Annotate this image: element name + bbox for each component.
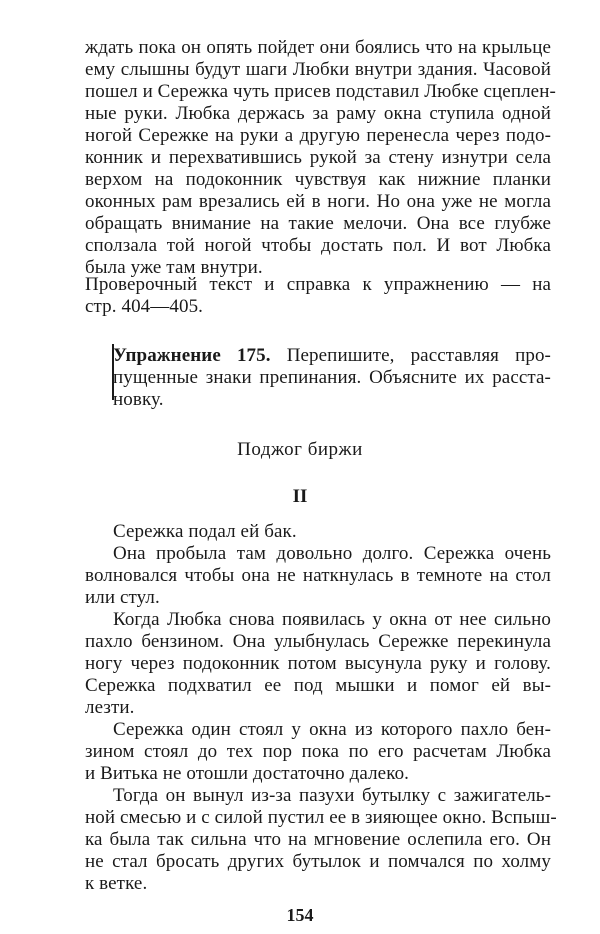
text-line: Проверочный текст и справка к упражнению — на	[85, 274, 551, 295]
text-line: не стал бросать других бутылок и помчался по холму	[85, 851, 551, 872]
text-line: пошел и Сережка чуть присев подставил Любке сцеплен-	[85, 81, 556, 102]
text-line: Когда Любка снова появилась у окна от нее сильно	[113, 609, 551, 630]
text-line: новку.	[113, 389, 164, 410]
text-line: пахло бензином. Она улыбнулась Сережке перекинула	[85, 631, 551, 652]
text-line: верхом на подоконник чувствуя как нижние планки	[85, 169, 551, 190]
text-line: ка была так сильна что на мгновение ослепила его. Он	[85, 829, 551, 850]
text-line: Сережка один стоял у окна из которого пахло бен-	[113, 719, 551, 740]
text-line: ждать пока он опять пойдет они боялись что на крыльце	[85, 37, 551, 58]
text-line: Тогда он вынул из-за пазухи бутылку с зажигатель-	[113, 785, 551, 806]
text-line: лезти.	[85, 697, 135, 718]
text-line: оконных рам врезались ей в ноги. Но она уже не могла	[85, 191, 551, 212]
text-line: ногой Сережке на руки а другую перенесла через подо-	[85, 125, 551, 146]
text-line: волновался чтобы она не наткнулась в темноте на стол	[85, 565, 551, 586]
text-line	[113, 345, 551, 367]
text-line: ему слышны будут шаги Любки внутри здания. Часовой	[85, 59, 551, 80]
exercise-text: Перепишите, расставляя про-	[286, 345, 551, 366]
text-line: и Витька не отошли достаточно далеко.	[85, 763, 410, 784]
text-line: стр. 404—405.	[85, 296, 204, 317]
text-line: пущенные знаки препинания. Объясните их расста-	[113, 367, 551, 388]
text-line: зином стоял до тех пор пока по его расчетам Любка	[85, 741, 551, 762]
text-line: ной смесью и с силой пустил ее в зияющее окно. Вспыш-	[85, 807, 557, 828]
exercise-label: Упражнение 175.	[113, 345, 271, 366]
part-number: II	[292, 486, 308, 507]
text-line: сползала той ногой чтобы достать пол. И вот Любка	[85, 235, 551, 256]
text-line: ные руки. Любка держась за раму окна ступила одной	[85, 103, 551, 124]
text-line: Она пробыла там довольно долго. Сережка очень	[113, 543, 551, 564]
text-line: к ветке.	[85, 873, 148, 894]
text-line: ногу через подоконник потом высунула руку и голову.	[85, 653, 551, 674]
text-line: или стул.	[85, 587, 160, 608]
text-line: конник и перехватившись рукой за стену изнутри села	[85, 147, 551, 168]
text-line: была уже там внутри.	[85, 257, 263, 278]
text-line: Сережка подхватил ее под мышки и помог ей вы-	[85, 675, 551, 696]
text-line: Сережка подал ей бак.	[113, 521, 297, 542]
story-title: Поджог биржи	[237, 439, 363, 460]
text-line: обращать внимание на такие мелочи. Она все глубже	[85, 213, 551, 234]
page-number: 154	[286, 905, 314, 925]
